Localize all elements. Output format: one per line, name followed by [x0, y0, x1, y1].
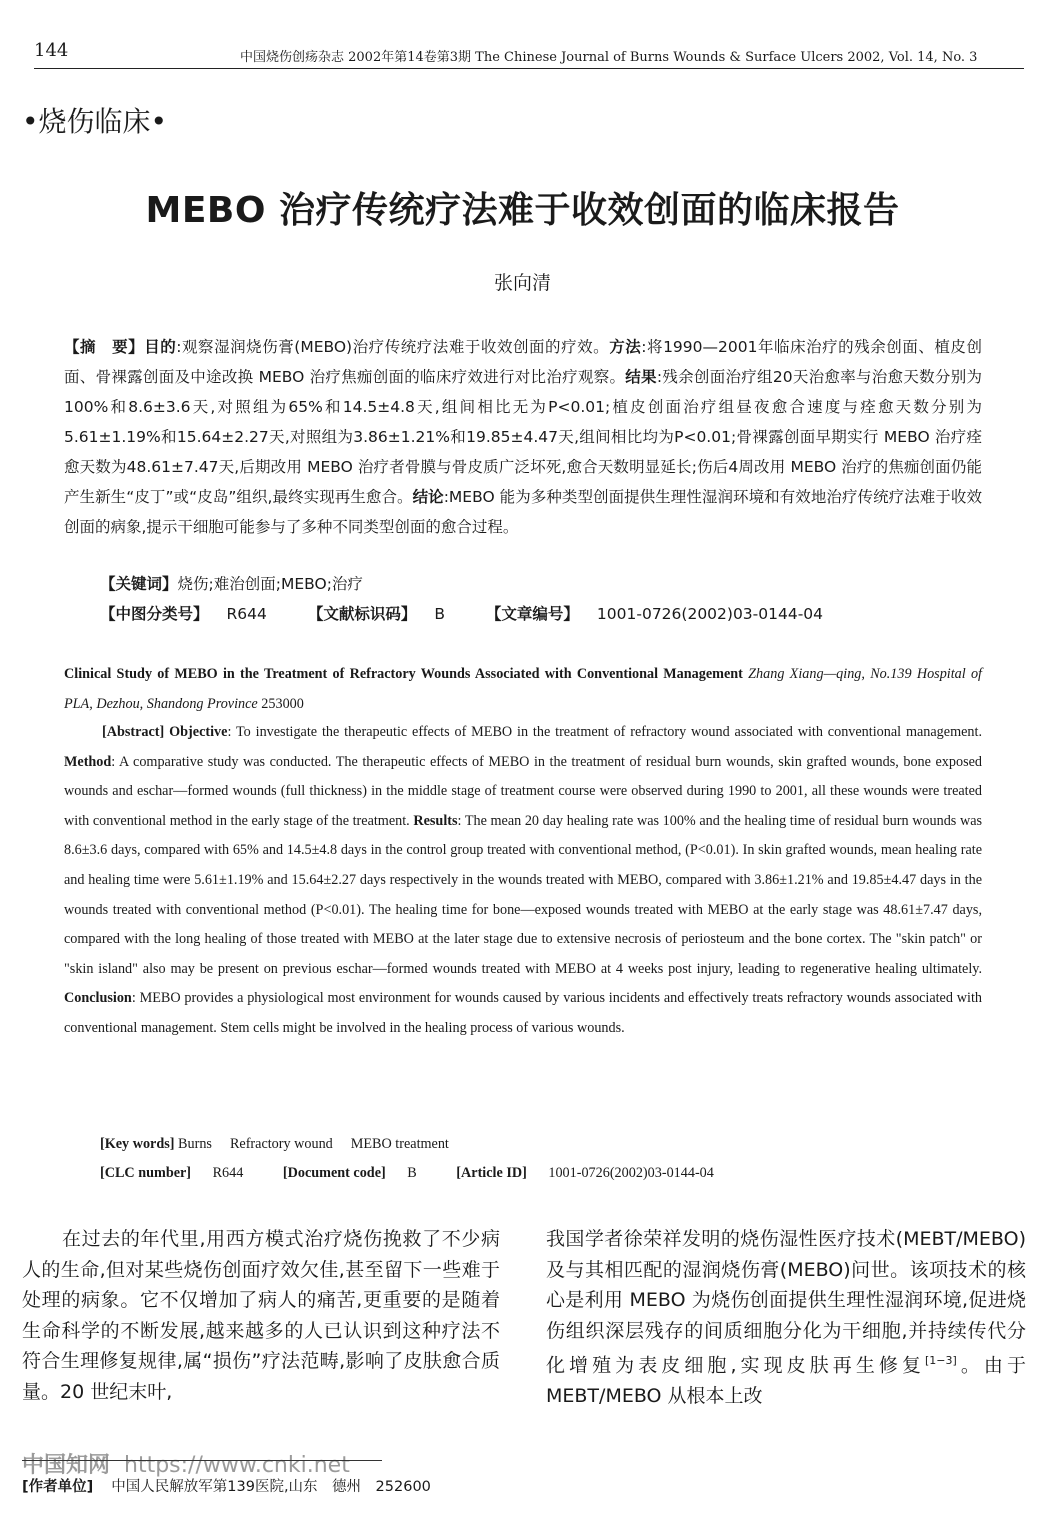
results-zh-label: 结果 — [625, 368, 657, 386]
clc-en-value: R644 — [212, 1165, 244, 1181]
doc-code-zh-label: 【文献标识码】 — [307, 605, 417, 623]
method-zh-label: 方法 — [609, 338, 642, 356]
page-number: 144 — [34, 40, 69, 61]
footnote-text: 中国人民解放军第139医院,山东 德州 252600 — [111, 1479, 431, 1495]
article-id-zh-label: 【文章编号】 — [485, 605, 579, 623]
conclusion-en-label: Conclusion — [64, 990, 132, 1007]
classification-en — [100, 1165, 750, 1182]
article-id-zh-value: 1001-0726(2002)03-0144-04 — [596, 605, 824, 623]
article-id-en-label: [Article ID] — [456, 1165, 527, 1181]
results-en-text: : The mean 20 day healing rate was 100% and the healing time of residual burn wounds was 8.6±3.6 days, compared with 65% and 14.5±4.8 days in the control group treated with conventional method, (P<0.01). In skin grafted wounds, mean healing rate and healing time were 5.61±1.19% and 15.64±2.27 days respectively in the wounds treated with MEBO, compared with 3.86±1.21% and 19.85±4.47 days in the wounds treated with conventional method (P<0.01). The healing time for bone—exposed wounds treated with MEBO at the early stage was 48.61±7.47 days, compared with the long healing of those treated with MEBO at the later stage due to extensive necrosis of periosteum and the bone cortex. The "skin patch" or "skin island" also may be present on previous eschar—formed wounds treated with MEBO at 4 weeks post injury, leading to regenerative healing ultimately. — [64, 812, 983, 977]
method-en-label: Method — [64, 753, 112, 770]
watermark-brand: 中国知网 — [22, 1453, 111, 1478]
section-label: •烧伤临床• — [22, 105, 168, 138]
classification-zh — [100, 602, 859, 624]
author-affiliation-footnote — [22, 1475, 431, 1496]
doc-code-en-label: [Document code] — [282, 1165, 386, 1181]
objective-en-text: : To investigate the therapeutic effects of MEBO in the treatment of refractory wound associated with conventional management. — [227, 724, 982, 740]
conclusion-zh-text: :MEBO 能为多种类型创面提供生理性湿润环境和有效地治疗传统疗法难于收效创面的病象,提示干细胞可能参与了多种不同类型创面的愈合过程。 — [64, 488, 982, 536]
clc-en-label: [CLC number] — [100, 1165, 192, 1181]
watermark-url: https://www.cnki.net — [124, 1453, 350, 1478]
doc-code-zh-value: B — [434, 605, 445, 623]
objective-zh-label: 目的 — [144, 338, 177, 356]
keywords-zh-text: 烧伤;难治创面;MEBO;治疗 — [177, 575, 363, 593]
results-zh-text: :残余创面治疗组20天治愈率与治愈天数分别为100%和8.6±3.6天,对照组为65%和14.5±4.8天,组间相比无为P<0.01;植皮创面治疗组昼夜愈合速度与痊愈天数分别为5.61±1.19%和15.64±2.27天,对照组为3.86±1.21%和19.85±4.47天,组间相比均为P<0.01;骨裸露创面早期实行 MEBO 治疗痊愈天数为48.61±7.47天,后期改用 MEBO 治疗者骨膜与骨皮质广泛坏死,愈合天数明显延长;伤后4周改用 MEBO 治疗的焦痂创面仍能产生新生“皮丁”或“皮岛”组织,最终实现再生愈合。 — [64, 368, 982, 506]
abstract-en — [64, 718, 982, 1044]
body-right-main: 我国学者徐荣祥发明的烧伤湿性医疗技术(MEBT/MEBO)及与其相匹配的湿润烧伤膏(MEBO)问世。该项技术的核心是利用 MEBO 为烧伤创面提供生理性湿润环境,促进烧伤组织深层残存的间质细胞分化为干细胞,并持续传代分化增殖为表皮细胞,实现皮肤再生修复 — [546, 1228, 1026, 1377]
keyword-en: MEBO treatment — [350, 1136, 449, 1152]
conclusion-en-text: : MEBO provides a physiological most environment for wounds caused by various incidents and effectively treats refractory wounds associated with conventional management. Stem cells might be involved in the healing process of various wounds. — [64, 990, 982, 1036]
method-zh-text: :将1990—2001年临床治疗的残余创面、植皮创面、骨裸露创面及中途改换 MEBO 治疗焦痂创面的临床疗效进行对比治疗观察。 — [64, 338, 982, 386]
keywords-en — [100, 1136, 467, 1153]
doc-code-en-value: B — [407, 1165, 417, 1181]
author-name: 张向清 — [493, 272, 551, 294]
clc-zh-value: R644 — [226, 605, 267, 623]
keyword-en: Refractory wound — [229, 1136, 333, 1152]
body-right-tail: 。由于 MEBT/MEBO 从根本上改 — [546, 1354, 1026, 1407]
abstract-zh — [64, 332, 982, 542]
method-en-text: : A comparative study was conducted. The therapeutic effects of MEBO in the treatment of residual burn wounds, skin grafted wounds, bone exposed wounds and eschar—formed wounds (full thickness) in the middle stage of treatment course were observed during 1990 to 2001, all these wounds were treated with conventional method in the early stage of the treatment. — [64, 753, 982, 829]
article-id-en-value: 1001-0726(2002)03-0144-04 — [548, 1165, 714, 1181]
objective-zh-text: :观察湿润烧伤膏(MEBO)治疗传统疗法难于收效创面的疗效。 — [176, 338, 610, 356]
running-header: 中国烧伤创疡杂志 2002年第14卷第3期 The Chinese Journal of Burns Wounds & Surface Ulcers 2002, Vol. 14, No. 3 — [240, 50, 978, 65]
article-title: MEBO 治疗传统疗法难于收效创面的临床报告 — [145, 190, 900, 231]
abstract-zh-label: 【摘 要】 — [64, 338, 145, 356]
footnote-rule — [22, 1460, 382, 1461]
keyword-en: Burns — [178, 1136, 212, 1152]
results-en-label: Results — [413, 812, 458, 829]
keywords-zh — [100, 572, 363, 594]
abstract-en-label: [Abstract] — [102, 724, 165, 740]
header-rule — [34, 68, 1024, 69]
clc-zh-label: 【中图分类号】 — [100, 605, 209, 623]
body-text-right-column — [546, 1224, 1026, 1411]
conclusion-zh-label: 结论 — [412, 488, 444, 506]
objective-en-label: Objective — [169, 724, 228, 740]
citation-ref: [1−3] — [925, 1354, 957, 1367]
english-postcode: 253000 — [261, 695, 304, 712]
body-text-left-column: 在过去的年代里,用西方模式治疗烧伤挽救了不少病人的生命,但对某些烧伤创面疗效欠佳,甚至留下一些难于处理的病象。它不仅增加了病人的痛苦,更重要的是随着生命科学的不断发展,越来越多的人已认识到这种疗法不符合生理修复规律,属“损伤”疗法范畴,影响了皮肤愈合质量。20 世纪末叶, — [22, 1228, 500, 1403]
keywords-zh-label: 【关键词】 — [100, 575, 178, 593]
footnote-label: [作者单位] — [22, 1479, 94, 1495]
english-author-affiliation: Zhang Xiang—qing, No.139 Hospital of PLA, Dezhou, Shandong Province — [64, 666, 983, 712]
english-title-block — [64, 660, 982, 719]
english-title: Clinical Study of MEBO in the Treatment of Refractory Wounds Associated with Conventional Management — [64, 666, 743, 682]
keywords-en-label: [Key words] — [100, 1136, 175, 1152]
